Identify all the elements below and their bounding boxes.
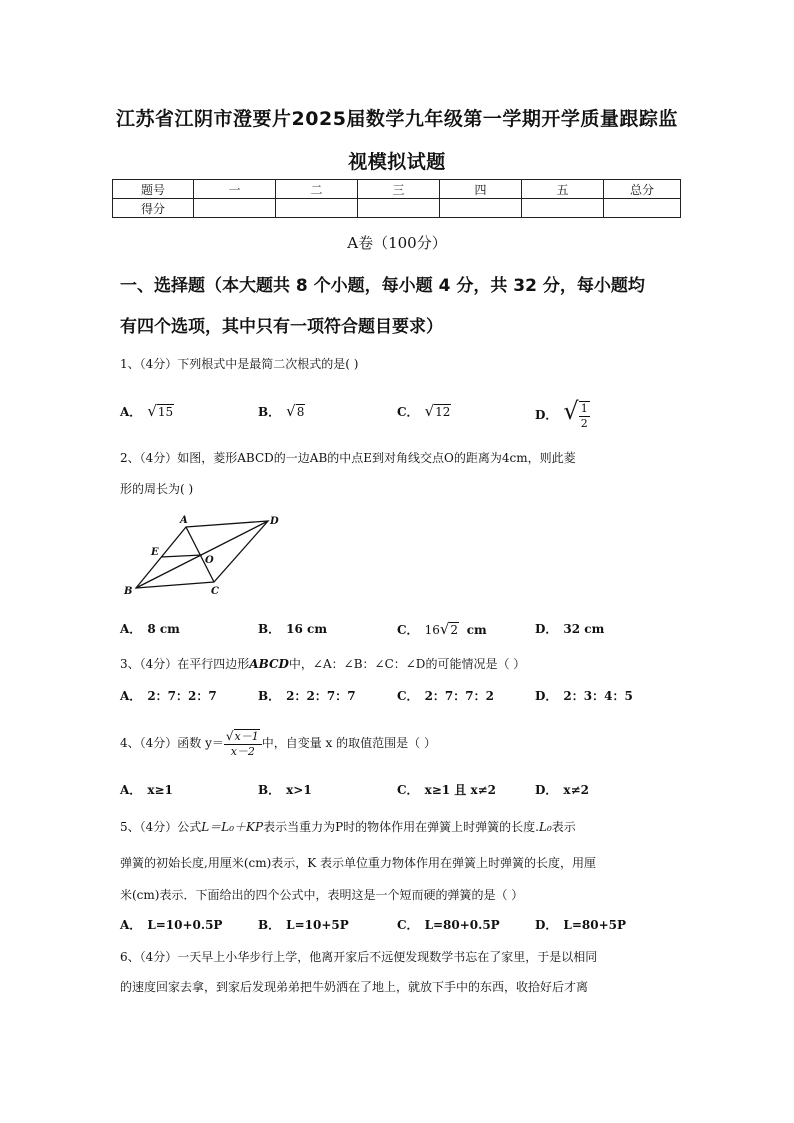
score-input-cell[interactable] bbox=[276, 199, 358, 218]
q4-option-b[interactable] bbox=[258, 775, 312, 805]
option-label: A． bbox=[120, 783, 142, 797]
q4-suffix: 中，自变量 x 的取值范围是（ ） bbox=[261, 736, 436, 750]
score-header-cell: 四 bbox=[440, 180, 522, 199]
option-text: 2：3：4：5 bbox=[563, 689, 633, 703]
sqrt-expression: √2 bbox=[439, 620, 459, 638]
radicand: 15 bbox=[157, 405, 174, 419]
q5-option-d[interactable] bbox=[535, 910, 626, 940]
sqrt-fraction-expression: √ $\frac{1}{2}$ bbox=[563, 397, 588, 430]
option-text: 32 cm bbox=[563, 622, 605, 636]
option-label: B． bbox=[258, 405, 281, 419]
radicand: 12 bbox=[435, 405, 451, 419]
q5-line1-end: 表示 bbox=[551, 820, 576, 834]
option-label: A． bbox=[120, 689, 142, 703]
vertex-label-c: C bbox=[211, 586, 219, 597]
question-2-stem-line-1: 2、（4分）如图，菱形ABCD的一边AB的中点E到对角线交点O的距离为4cm，则此菱 bbox=[120, 451, 576, 465]
q4-option-d[interactable] bbox=[535, 775, 589, 805]
q2-option-a[interactable] bbox=[120, 614, 180, 644]
option-label: C． bbox=[397, 689, 419, 703]
option-label: C． bbox=[397, 623, 419, 637]
option-label: D． bbox=[535, 783, 558, 797]
question-1-stem: 1、（4分）下列根式中是最简二次根式的是( ) bbox=[120, 357, 359, 371]
q3-prefix: 3、（4分）在平行四边形 bbox=[120, 657, 250, 671]
q5-l0-symbol: L₀ bbox=[538, 820, 552, 834]
question-5-options bbox=[120, 910, 680, 940]
q4-prefix: 4、（4分）函数 y＝ bbox=[120, 736, 224, 750]
option-text: 8 cm bbox=[147, 622, 180, 636]
question-1-options bbox=[120, 396, 680, 430]
option-label: D． bbox=[535, 408, 558, 422]
question-6-stem-line-1: 6、（4分）一天早上小华步行上学，他离开家后不远便发现数学书忘在了家里，于是以相同 bbox=[120, 950, 598, 964]
score-header-cell: 一 bbox=[194, 180, 276, 199]
option-text: L=10+5P bbox=[286, 918, 349, 932]
sqrt-expression: √15 bbox=[147, 402, 174, 420]
question-3-options bbox=[120, 681, 680, 711]
q1-option-a[interactable] bbox=[120, 396, 174, 427]
score-row-label: 得分 bbox=[113, 199, 194, 218]
q4-fraction: $\frac{√x-1}{x-2}$ bbox=[224, 729, 262, 759]
q3-shape-name: ABCD bbox=[249, 657, 289, 671]
question-3-stem bbox=[120, 649, 680, 679]
option-label: C． bbox=[397, 405, 419, 419]
option-label: D． bbox=[535, 622, 558, 636]
question-5-stem-line-2: 弹簧的初始长度,用厘米(cm)表示，K 表示单位重力物体作用在弹簧上时弹簧的长度，用厘 bbox=[120, 856, 597, 870]
q2-option-b[interactable] bbox=[258, 614, 327, 644]
score-header-cell: 总分 bbox=[604, 180, 681, 199]
score-header-cell: 五 bbox=[522, 180, 604, 199]
option-label: D． bbox=[535, 918, 558, 932]
option-text: L=80+0.5P bbox=[424, 918, 500, 932]
option-text: x>1 bbox=[286, 783, 312, 797]
option-label: A． bbox=[120, 405, 142, 419]
q5-option-c[interactable] bbox=[397, 910, 500, 940]
vertex-label-a: A bbox=[180, 515, 188, 526]
score-input-cell[interactable] bbox=[440, 199, 522, 218]
score-header-cell: 三 bbox=[358, 180, 440, 199]
option-text: 2：2：7：7 bbox=[286, 689, 356, 703]
option-label: B． bbox=[258, 918, 281, 932]
option-text: L=10+0.5P bbox=[147, 918, 223, 932]
option-label: C． bbox=[397, 918, 419, 932]
score-input-cell[interactable] bbox=[194, 199, 276, 218]
q5-formula: L＝L₀＋KP bbox=[201, 820, 264, 834]
question-2-options bbox=[120, 614, 680, 644]
segment-eo bbox=[161, 555, 202, 557]
q2-option-c[interactable] bbox=[397, 614, 487, 645]
sqrt-expression: √12 bbox=[424, 402, 451, 420]
option-label: B． bbox=[258, 622, 281, 636]
part-1-heading-line-2: 有四个选项，其中只有一项符合题目要求） bbox=[120, 317, 443, 337]
score-input-cell[interactable] bbox=[522, 199, 604, 218]
q4-numerator-radicand: x－1 bbox=[234, 729, 259, 743]
option-text: x≥1 且 x≠2 bbox=[424, 783, 497, 797]
option-text: 16 cm bbox=[286, 622, 328, 636]
q4-option-a[interactable] bbox=[120, 775, 173, 805]
option-text: L=80+5P bbox=[563, 918, 627, 932]
score-input-cell[interactable] bbox=[604, 199, 681, 218]
vertex-label-d: D bbox=[270, 516, 279, 527]
option-text: 2：7：2：7 bbox=[147, 689, 217, 703]
q3-suffix: 的可能情况是（ ） bbox=[425, 657, 526, 671]
score-header-cell: 题号 bbox=[113, 180, 194, 199]
q1-option-c[interactable] bbox=[397, 396, 451, 427]
q1-option-b[interactable] bbox=[258, 396, 305, 427]
option-label: C． bbox=[397, 783, 419, 797]
point-label-e: E bbox=[151, 547, 159, 558]
question-6-stem-line-2: 的速度回家去拿，到家后发现弟弟把牛奶洒在了地上，就放下手中的东西，收拾好后才离 bbox=[120, 980, 589, 994]
option-text: x≥1 bbox=[147, 783, 173, 797]
q5-option-b[interactable] bbox=[258, 910, 349, 940]
option-label: B． bbox=[258, 783, 281, 797]
option-text: x≠2 bbox=[563, 783, 589, 797]
question-5-stem-line-1 bbox=[120, 812, 680, 842]
option-label: A． bbox=[120, 918, 142, 932]
score-table bbox=[112, 179, 681, 218]
option-label: D． bbox=[535, 689, 558, 703]
part-1-heading-line-1: 一、选择题（本大题共 8 个小题，每小题 4 分，共 32 分，每小题均 bbox=[120, 276, 645, 296]
q5-option-a[interactable] bbox=[120, 910, 222, 940]
vertex-label-b: B bbox=[124, 586, 133, 597]
option-label: B． bbox=[258, 689, 281, 703]
radicand: 8 bbox=[296, 405, 305, 419]
fraction-denominator: 2 bbox=[580, 416, 588, 430]
q5-line1-suffix: 表示当重力为P时的物体作用在弹簧上时弹簧的长度. bbox=[263, 820, 539, 834]
score-input-cell[interactable] bbox=[358, 199, 440, 218]
fraction-numerator: 1 bbox=[580, 401, 588, 415]
score-header-cell: 二 bbox=[276, 180, 358, 199]
point-label-o: O bbox=[205, 555, 214, 566]
section-a-heading: A卷（100分） bbox=[347, 234, 447, 252]
q5-prefix: 5、（4分）公式 bbox=[120, 820, 202, 834]
q4-option-c[interactable] bbox=[397, 775, 496, 805]
option-text: 2：7：7：2 bbox=[424, 689, 494, 703]
score-table-header-row bbox=[113, 180, 681, 199]
q4-denominator: x－2 bbox=[230, 744, 255, 758]
question-2-stem-line-2: 形的周长为( ) bbox=[120, 482, 194, 496]
q3-middle: 中，∠A：∠B：∠C：∠D bbox=[288, 657, 426, 671]
question-5-stem-line-3: 米(cm)表示．下面给出的四个公式中，表明这是一个短而硬的弹簧的是（ ） bbox=[120, 888, 524, 902]
radicand: 2 bbox=[450, 623, 459, 637]
question-4-options bbox=[120, 775, 680, 805]
q3-option-b[interactable] bbox=[258, 681, 356, 711]
option-label: A． bbox=[120, 622, 142, 636]
unit: cm bbox=[466, 623, 487, 637]
exam-title-line-1: 江苏省江阴市澄要片2025届数学九年级第一学期开学质量跟踪监 bbox=[116, 108, 678, 130]
q3-option-d[interactable] bbox=[535, 681, 633, 711]
q3-option-a[interactable] bbox=[120, 681, 217, 711]
question-4-stem bbox=[120, 726, 680, 760]
exam-title-line-2: 视模拟试题 bbox=[348, 151, 446, 173]
coefficient: 16 bbox=[424, 623, 440, 637]
q1-option-d[interactable] bbox=[535, 396, 590, 431]
q3-option-c[interactable] bbox=[397, 681, 494, 711]
q2-option-d[interactable] bbox=[535, 614, 604, 644]
score-table-score-row bbox=[113, 199, 681, 218]
rhombus-figure bbox=[118, 510, 288, 600]
sqrt-expression: √8 bbox=[286, 402, 305, 420]
